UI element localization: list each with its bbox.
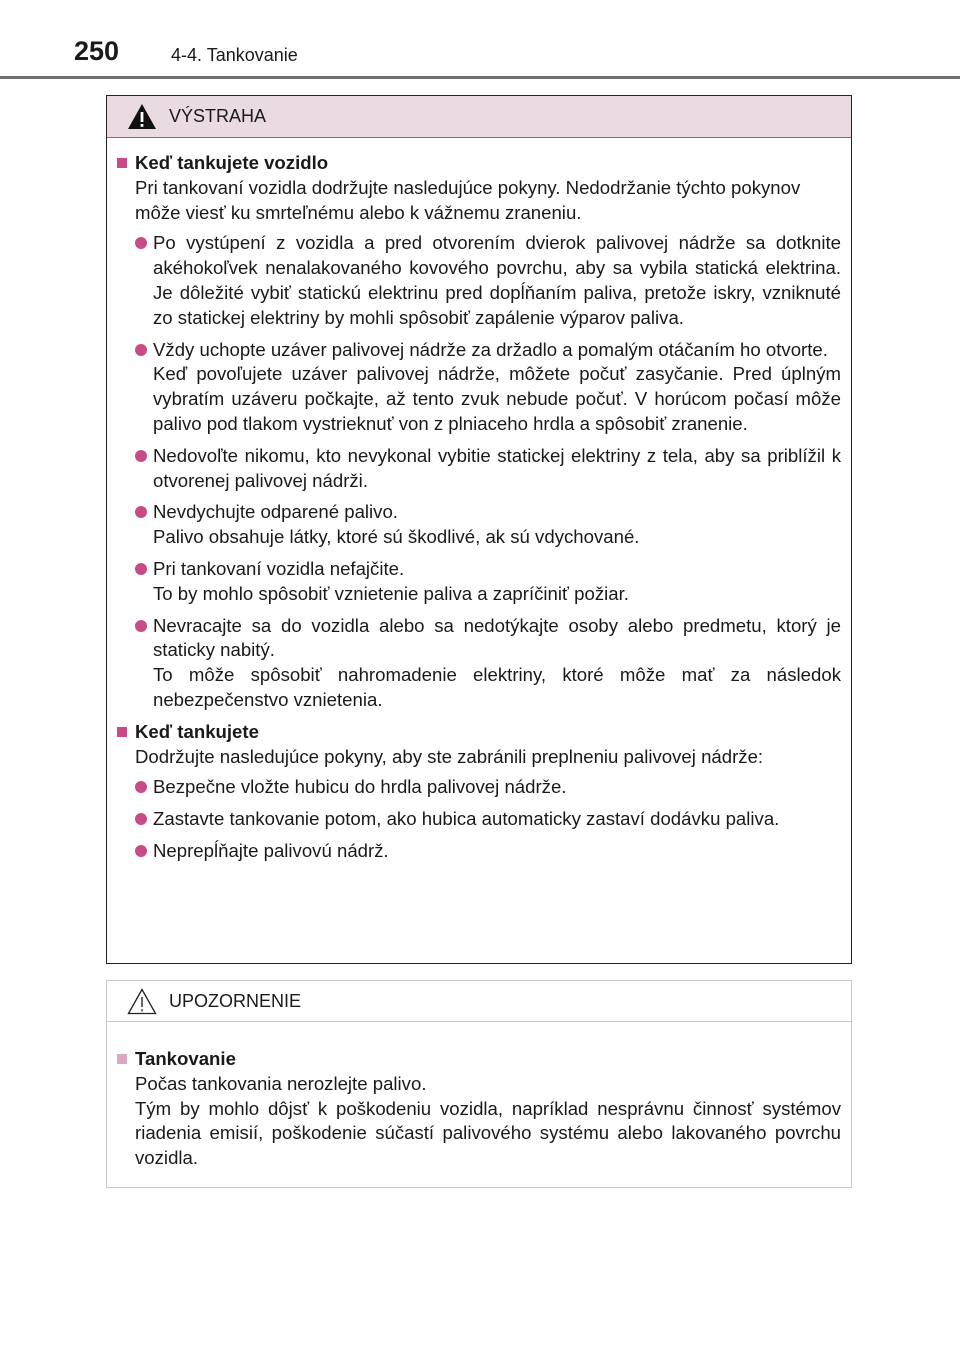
list-item-text: Pri tankovaní vozidla nefajčite. xyxy=(153,557,405,579)
list-item-text: Neprepĺňajte palivovú nádrž. xyxy=(153,839,389,861)
round-bullet-icon xyxy=(135,563,147,575)
round-bullet-icon xyxy=(135,620,147,632)
caution-title: UPOZORNENIE xyxy=(169,990,302,1011)
square-bullet-icon xyxy=(117,1054,127,1064)
round-bullet-icon xyxy=(135,781,147,793)
round-bullet-icon xyxy=(135,450,147,462)
section-line: Počas tankovania nerozlejte palivo. xyxy=(135,1072,427,1094)
warning-section xyxy=(113,720,841,864)
list-item xyxy=(135,807,841,832)
warning-body xyxy=(107,138,851,864)
list-item xyxy=(135,557,841,607)
list-item-text: Po vystúpení z vozidla a pred otvorením dvierok palivovej nádrže sa dotknite akéhokoľvek nenalakovaného kovového povrchu, aby sa vybila statická elektrina. Je dôležité vybiť statickú elektrinu pred dopĺňaním paliva, pretože iskry, vzniknuté zo statickej elektriny by mohli spôsobiť zapálenie výparov paliva. xyxy=(153,232,841,328)
section-intro: Dodržujte nasledujúce pokyny, aby ste zabránili preplneniu palivovej nádrže: xyxy=(135,745,764,767)
section-heading xyxy=(113,151,841,176)
list-item-text: To by mohlo spôsobiť vznietenie paliva a zapríčiniť požiar. xyxy=(153,582,629,604)
section-heading-text: Tankovanie xyxy=(135,1048,236,1069)
list-item xyxy=(135,338,841,437)
list-item-text: Vždy uchopte uzáver palivovej nádrže za držadlo a pomalým otáčaním ho otvorte. xyxy=(153,338,828,360)
list-item-text: To môže spôsobiť nahromadenie elektriny, ktoré môže mať za následok nebezpečenstvo vznietenia. xyxy=(153,664,841,710)
page-header xyxy=(0,0,960,80)
section-heading xyxy=(113,720,841,745)
caution-header xyxy=(107,981,851,1022)
section-intro: Pri tankovaní vozidla dodržujte nasledujúce pokyny. Nedodržanie týchto pokynov môže viesť ku smrteľnému alebo k vážnemu zraneniu. xyxy=(135,176,801,223)
list-item xyxy=(135,839,841,864)
round-bullet-icon xyxy=(135,506,147,518)
list-item-text: Nevracajte sa do vozidla alebo sa nedotýkajte osoby alebo predmetu, ktorý je staticky nabitý. xyxy=(153,614,841,661)
round-bullet-icon xyxy=(135,813,147,825)
caution-section xyxy=(113,1047,841,1171)
list-item-text: Zastavte tankovanie potom, ako hubica automaticky zastaví dodávku paliva. xyxy=(153,808,780,830)
section-text xyxy=(135,1072,841,1171)
warning-header xyxy=(107,96,851,138)
list-item xyxy=(135,231,841,330)
page-number: 250 xyxy=(74,36,120,66)
caution-outline-triangle-icon xyxy=(127,988,157,1015)
round-bullet-icon xyxy=(135,344,147,356)
caution-body xyxy=(107,1022,851,1171)
list-item xyxy=(135,775,841,800)
list-item xyxy=(135,444,841,494)
section-heading-text: Keď tankujete xyxy=(135,720,259,742)
warning-title: VÝSTRAHA xyxy=(169,106,267,126)
warning-box xyxy=(106,95,852,964)
list-item-text: Palivo obsahuje látky, ktoré sú škodlivé, ak sú vdychované. xyxy=(153,526,640,548)
list-item-text: Keď povoľujete uzáver palivovej nádrže, môžete počuť zasyčanie. Pred úplným vybratím uzáveru počkajte, až tento zvuk nebude počuť. V horúcom počasí môže palivo pod tlakom vystrieknuť von z plniaceho hrdla a spôsobiť zranenie. xyxy=(153,363,841,434)
section-heading xyxy=(113,1047,841,1072)
list-item xyxy=(135,500,841,550)
section-heading-text: Keď tankujete vozidlo xyxy=(135,152,329,173)
round-bullet-icon xyxy=(135,237,147,249)
caution-box xyxy=(106,980,852,1188)
section-line: Tým by mohlo dôjsť k poškodeniu vozidla, napríklad nesprávnu činnosť systémov riadenia emisií, poškodenie súčastí palivového systému alebo lakovaného povrchu vozidla. xyxy=(135,1097,841,1169)
section-title: 4-4. Tankovanie xyxy=(171,45,298,65)
header-rule xyxy=(0,76,960,79)
list-item xyxy=(135,614,841,713)
warning-filled-triangle-icon xyxy=(127,103,157,130)
round-bullet-icon xyxy=(135,845,147,857)
list-item-text: Nedovoľte nikomu, kto nevykonal vybitie statickej elektriny z tela, aby sa priblížil k otvorenej palivovej nádrži. xyxy=(153,444,841,491)
warning-section xyxy=(113,151,841,713)
list-item-text: Bezpečne vložte hubicu do hrdla palivovej nádrže. xyxy=(153,776,567,798)
list-item-text: Nevdychujte odparené palivo. xyxy=(153,501,398,523)
square-bullet-icon xyxy=(117,158,127,168)
square-bullet-icon xyxy=(117,727,127,737)
